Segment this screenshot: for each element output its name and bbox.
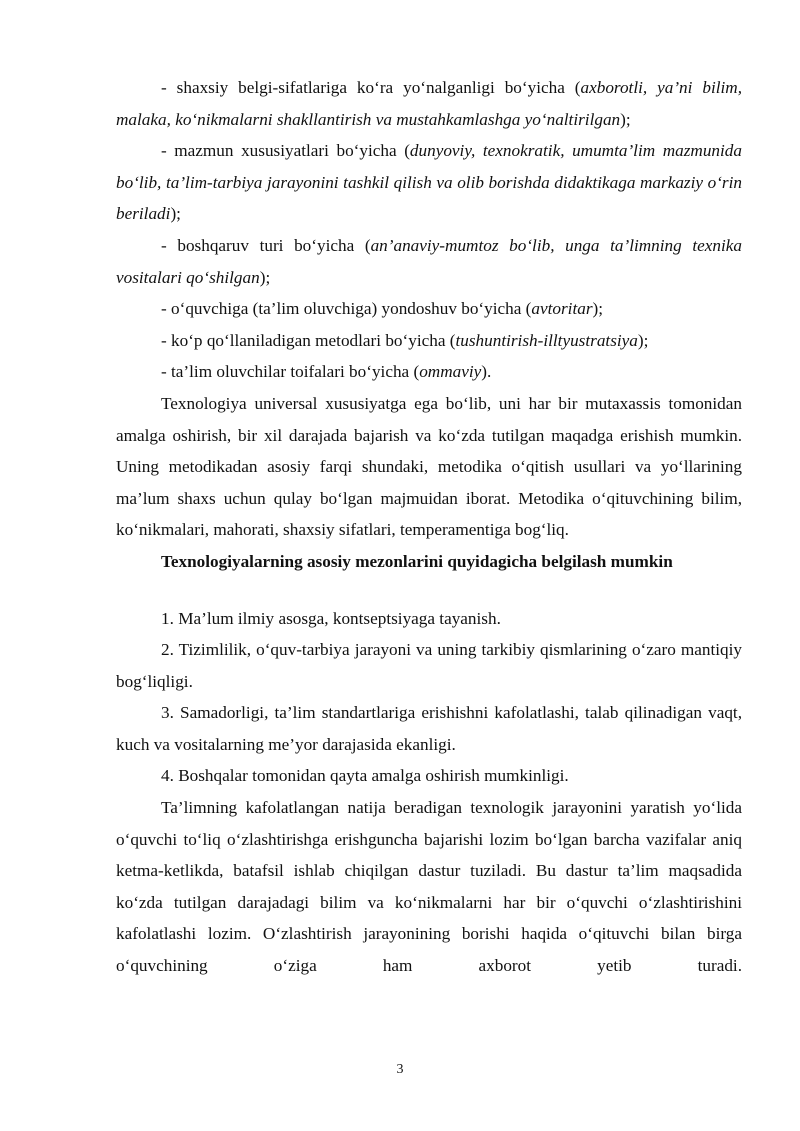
body-paragraph: Ta’limning kafolatlangan natija beradigan texnologik jarayonini yaratish yo‘lida o‘quvchi to‘liq o‘zlashtirishga erishguncha bajarishi lozim bo‘lgan barcha vazifalar aniq ketma-ketlikda, batafsil ishlab chiqilgan dastur tuziladi. Bu dastur ta’lim maqsadida ko‘zda tutilgan darajadagi bilim va ko‘nikmalarni har bir o‘quvchi o‘zlashtirishini kafolatlashi lozim. O‘zlashtirish jarayonining borishi haqida o‘qituvchi bilan birga o‘quvchining o‘ziga ham axborot yetib turadi. <box>116 798 742 976</box>
criteria-item: 2. Tizimlilik, o‘quv-tarbiya jarayoni va uning tarkibiy qismlarining o‘zaro mantiqiy bog‘liqligi. <box>116 640 742 691</box>
bullet-item: - boshqaruv turi bo‘yicha (an’anaviy-mumtoz bo‘lib, unga ta’limning texnika vositalari qo‘shilgan); <box>116 235 742 287</box>
criteria-item: 3. Samadorligi, ta’lim standartlariga erishishni kafolatlashi, talab qilinadigan vaqt, kuch va vositalarning me’yor darajasida ekanligi. <box>116 703 742 754</box>
criteria-item: 1. Ma’lum ilmiy asosga, kontseptsiyaga tayanish. <box>161 608 501 628</box>
page-body <box>116 72 742 982</box>
bullet-item: - ko‘p qo‘llaniladigan metodlari bo‘yicha (tushuntirish-illtyustratsiya); <box>161 330 649 350</box>
page-number: 3 <box>396 1062 404 1077</box>
bullet-item: - shaxsiy belgi-sifatlariga ko‘ra yo‘nalganligi bo‘yicha (axborotli, ya’ni bilim, malaka, ko‘nikmalarni shakllantirish va mustahkamlashga yo‘naltirilgan); <box>116 78 742 129</box>
bullet-item: - mazmun xususiyatlari bo‘yicha (dunyoviy, texnokratik, umumta’lim mazmunida bo‘lib, ta’lim-tarbiya jarayonini tashkil qilish va olib borishda didaktikaga markaziy o‘rin beriladi); <box>116 141 742 224</box>
body-paragraph: Texnologiya universal xususiyatga ega bo‘lib, uni har bir mutaxassis tomonidan amalga oshirish, bir xil darajada bajarish va ko‘zda tutilgan maqadga erishish mumkin. Uning metodikadan asosiy farqi shundaki, metodika o‘qitish usullari va yo‘llarining ma’lum shaxs uchun qulay bo‘lgan majmuidan iborat. Metodika o‘qituvchining bilim, ko‘nikmalari, mahorati, shaxsiy sifatlari, temperamentiga bog‘liq. <box>116 393 742 540</box>
bullet-item: - o‘quvchiga (ta’lim oluvchiga) yondoshuv bo‘yicha (avtoritar); <box>161 299 604 319</box>
section-heading: Texnologiyalarning asosiy mezonlarini quyidagicha belgilash mumkin <box>161 551 673 571</box>
bullet-item: - ta’lim oluvchilar toifalari bo‘yicha (ommaviy). <box>161 362 492 382</box>
criteria-item: 4. Boshqalar tomonidan qayta amalga oshirish mumkinligi. <box>161 766 569 786</box>
